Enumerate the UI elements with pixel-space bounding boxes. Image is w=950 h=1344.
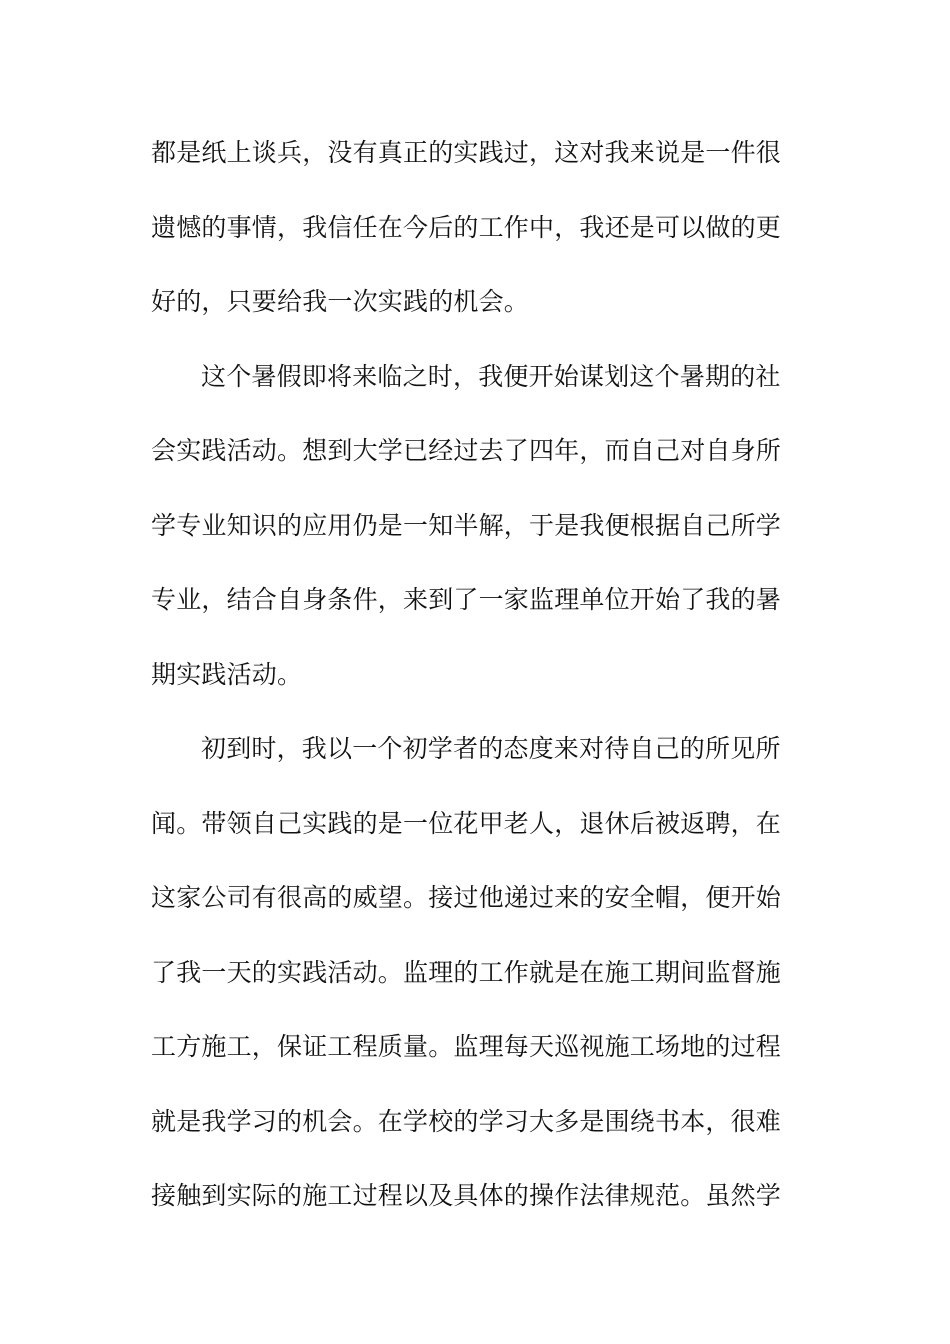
text-line: 都是纸上谈兵，没有真正的实践过，这对我来说是一件很: [151, 138, 782, 167]
text-line: 遗憾的事情，我信任在今后的工作中，我还是可以做的更: [151, 212, 782, 242]
paragraph-start-line: 初到时，我以一个初学者的态度来对待自己的所见所: [201, 734, 781, 763]
text-line: 好的，只要给我一次实践的机会。: [151, 287, 530, 316]
body-text: [151, 128, 791, 1246]
text-line: 工方施工，保证工程质量。监理每天巡视施工场地的过程: [151, 1032, 782, 1061]
text-line: 闻。带领自己实践的是一位花甲老人，退休后被返聘，在: [151, 808, 782, 838]
text-line: 会实践活动。想到大学已经过去了四年，而自己对自身所: [151, 436, 782, 465]
text-line: 这家公司有很高的威望。接过他递过来的安全帽，便开始: [151, 883, 782, 912]
paragraph-start-line: 这个暑假即将来临之时，我便开始谋划这个暑期的社: [201, 361, 781, 391]
text-line: 了我一天的实践活动。监理的工作就是在施工期间监督施: [151, 957, 782, 987]
text-line: 专业，结合自身条件，来到了一家监理单位开始了我的暑: [151, 585, 782, 614]
text-line: 接触到实际的施工过程以及具体的操作法律规范。虽然学: [151, 1181, 782, 1210]
text-line: 就是我学习的机会。在学校的学习大多是围绕书本，很难: [151, 1106, 782, 1136]
text-line: 期实践活动。: [151, 659, 303, 689]
text-line: 学专业知识的应用仍是一知半解，于是我便根据自己所学: [151, 510, 782, 540]
